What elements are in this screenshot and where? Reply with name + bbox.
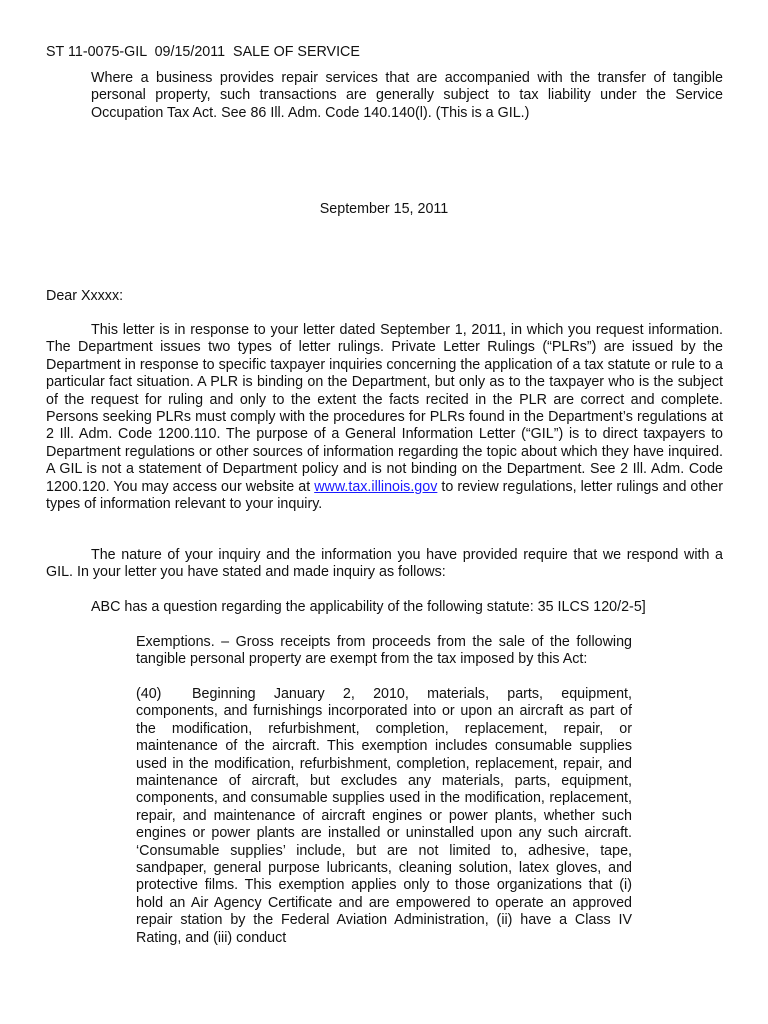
- inquiry-question: ABC has a question regarding the applicability of the following statute: 35 ILCS 120/2-5]: [91, 599, 646, 615]
- statute-quote-item: [136, 686, 632, 947]
- document-header: ST 11-0075-GIL 09/15/2011 SALE OF SERVICE: [46, 44, 360, 60]
- intro-text-after-link: to review regulations, letter rulings and other types of information relevant to your inquiry.: [46, 478, 723, 513]
- website-link[interactable]: www.tax.illinois.gov: [314, 478, 438, 495]
- salutation: Dear Xxxxx:: [46, 288, 124, 304]
- statute-item-number: (40): [136, 686, 162, 702]
- intro-paragraph: [46, 322, 723, 513]
- letter-date: September 15, 2011: [319, 201, 449, 217]
- intro-text-before-link: This letter is in response to your letter dated September 1, 2011, in which you request information. The Department issues two types of letter rulings. Private Letter Rulings (“PLRs”) are issued by the Department in response to specific taxpayer inquiries concerning the application of a tax statute or rule to a particular fact situation. A PLR is binding on the Department, but only as to the taxpayer who is the subject of the request for ruling and only to the extent the facts recited in the PLR are correct and complete. Persons seeking PLRs must comply with the procedures for PLRs found in the Department’s regulations at 2 Ill. Adm. Code 1200.110. The purpose of a General Information Letter (“GIL”) is to direct taxpayers to Department regulations or other sources of information regarding the topic about which they have inquired. A GIL is not a statement of Department policy and is not binding on the Department. See 2 Ill. Adm. Code 1200.120. You may access our website at: [46, 322, 723, 495]
- inquiry-paragraph: The nature of your inquiry and the information you have provided require that we respond with a GIL. In your letter you have stated and made inquiry as follows:: [46, 547, 723, 581]
- summary-paragraph: Where a business provides repair services that are accompanied with the transfer of tangible personal property, such transactions are generally subject to tax liability under the Service Occupation Tax Act. See 86 Ill. Adm. Code 140.140(l). (This is a GIL.): [91, 70, 723, 121]
- statute-item-text: Beginning January 2, 2010, materials, parts, equipment, components, and furnishings incorporated into or upon an aircraft as part of the modification, refurbishment, completion, replacement, repair, or maintenance of the aircraft. This exemption includes consumable supplies used in the modification, refurbishment, completion, replacement, repair, and maintenance of aircraft, but excludes any materials, parts, equipment, components, and consumable supplies used in the modification, replacement, repair, and maintenance of aircraft engines or power plants, whether such engines or power plants are installed or uninstalled upon any such aircraft. ‘Consumable supplies’ include, but are not limited to, adhesive, tape, sandpaper, general purpose lubricants, cleaning solution, latex gloves, and protective films. This exemption applies only to those organizations that (i) hold an Air Agency Certificate and are empowered to operate an approved repair station by the Federal Aviation Administration, (ii) have a Class IV Rating, and (iii) conduct: [136, 686, 632, 946]
- statute-quote-intro: Exemptions. – Gross receipts from proceeds from the sale of the following tangible personal property are exempt from the tax imposed by this Act:: [136, 634, 632, 668]
